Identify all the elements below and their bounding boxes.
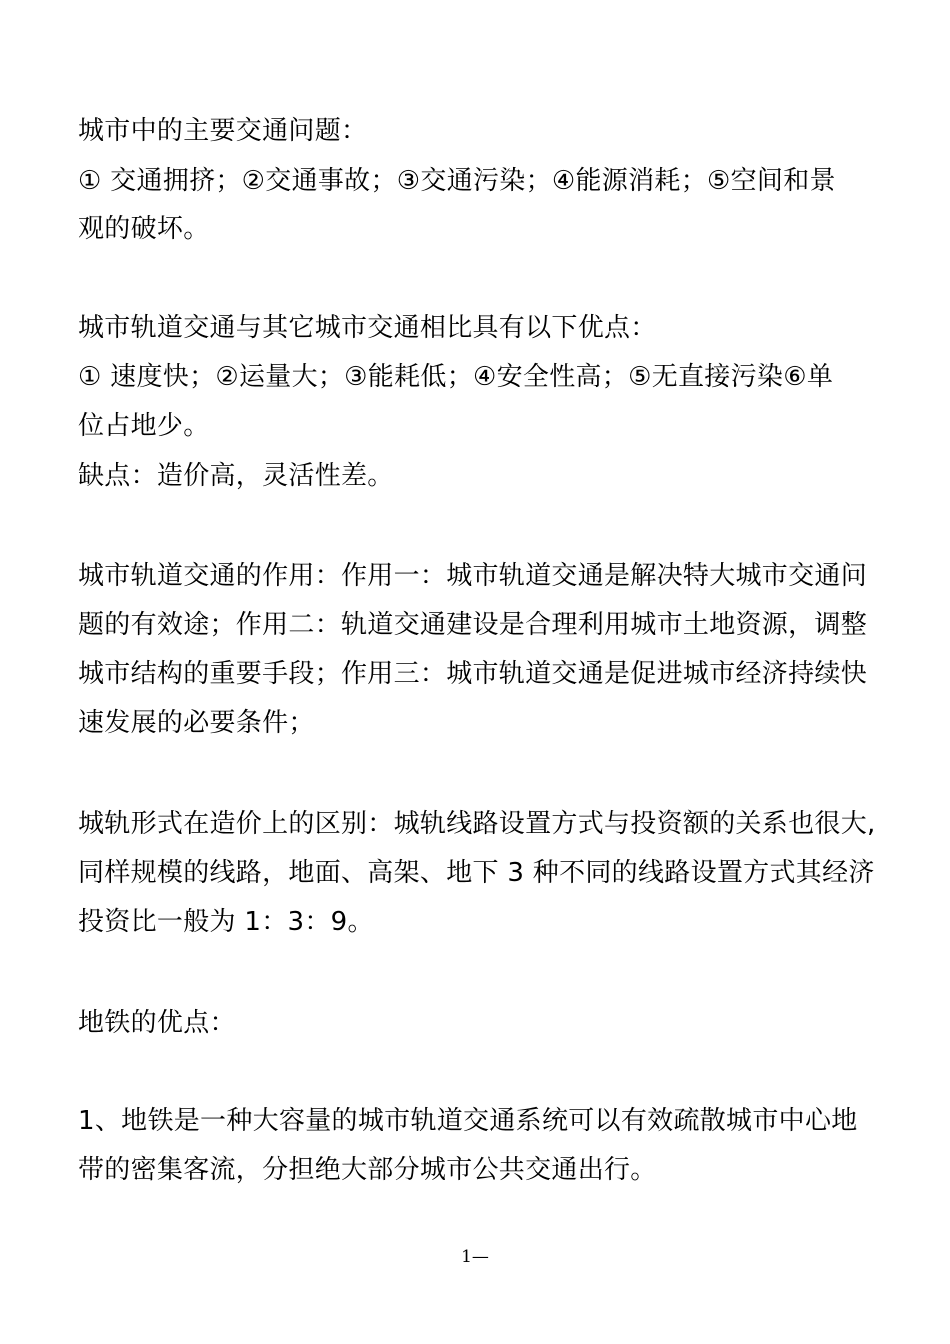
paragraph-line: 带的密集客流，分担绝大部分城市公共交通出行。	[78, 1155, 657, 1185]
paragraph-line-metro-point-1: 1、地铁是一种大容量的城市轨道交通系统可以有效疏散城市中心地	[78, 1106, 858, 1136]
section-heading-traffic-problems: 城市中的主要交通问题：	[78, 116, 368, 146]
paragraph-line: ① 速度快；②运量大；③能耗低；④安全性高；⑤无直接污染⑥单	[78, 362, 834, 392]
section-heading-rail-advantages: 城市轨道交通与其它城市交通相比具有以下优点：	[78, 313, 657, 343]
paragraph-line: 同样规模的线路，地面、高架、地下 3 种不同的线路设置方式其经济	[78, 858, 875, 888]
paragraph-line: 城市结构的重要手段；作用三：城市轨道交通是促进城市经济持续快	[78, 659, 868, 689]
paragraph-line-disadvantages: 缺点：造价高，灵活性差。	[78, 461, 394, 491]
paragraph-line: 位占地少。	[78, 411, 210, 441]
paragraph-line: ① 交通拥挤；②交通事故；③交通污染；④能源消耗；⑤空间和景	[78, 166, 836, 196]
paragraph-line: 速发展的必要条件；	[78, 708, 315, 738]
paragraph-line: 投资比一般为 1：3：9。	[78, 907, 374, 937]
page-number: 1—	[461, 1247, 489, 1267]
section-heading-metro-advantages: 地铁的优点：	[78, 1008, 236, 1038]
paragraph-line-cost-difference: 城轨形式在造价上的区别：城轨线路设置方式与投资额的关系也很大,	[78, 809, 876, 839]
paragraph-line-rail-roles: 城市轨道交通的作用：作用一：城市轨道交通是解决特大城市交通问	[78, 561, 868, 591]
paragraph-line: 题的有效途；作用二：轨道交通建设是合理利用城市土地资源，调整	[78, 610, 868, 640]
paragraph-line: 观的破坏。	[78, 214, 210, 244]
